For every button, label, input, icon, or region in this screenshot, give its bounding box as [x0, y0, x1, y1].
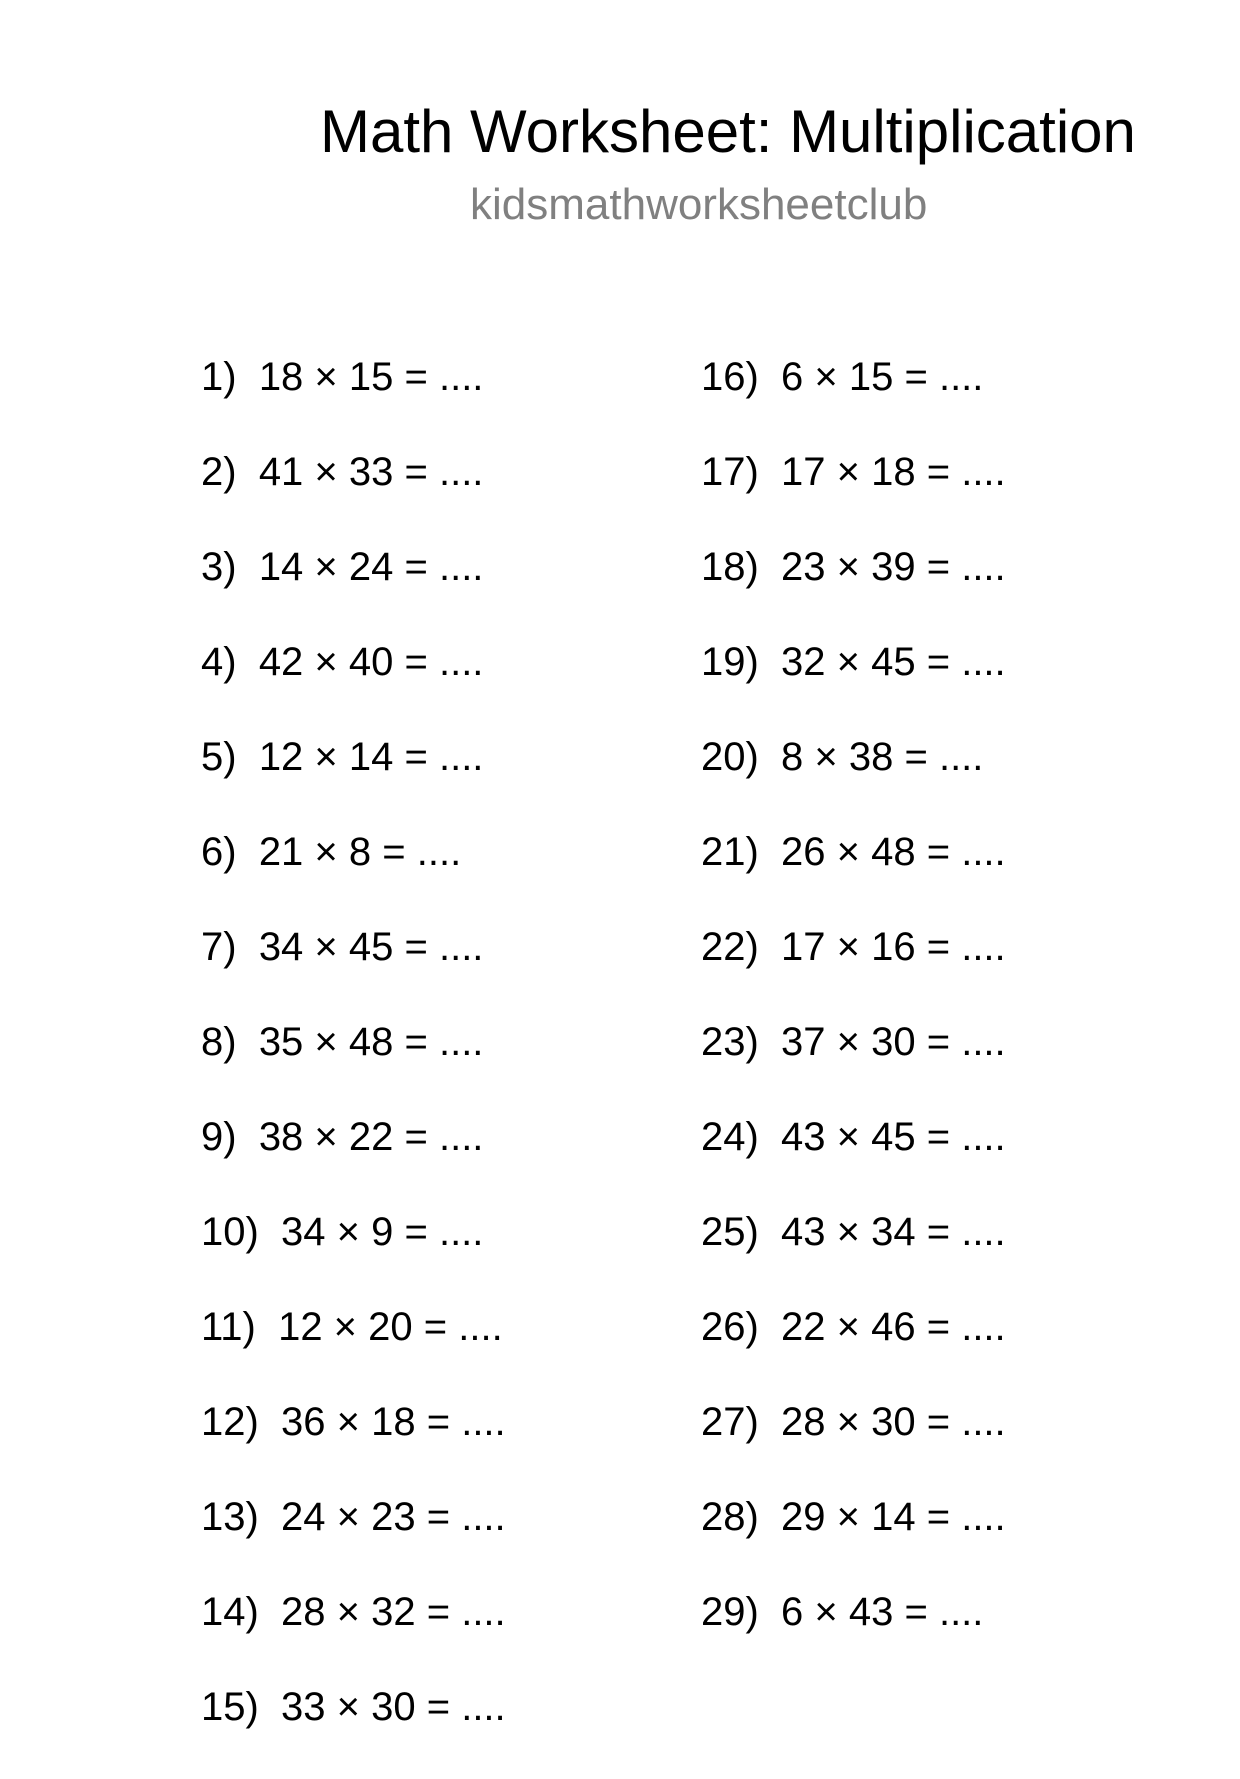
problem-expression: 26 × 48 = .... — [781, 830, 1006, 874]
problem-expression: 8 × 38 = .... — [781, 735, 984, 779]
problem-number: 13) — [201, 1495, 259, 1539]
problem-number: 20) — [701, 735, 759, 779]
problem-expression: 43 × 45 = .... — [781, 1115, 1006, 1159]
site-subtitle: kidsmathworksheetclub — [470, 180, 928, 229]
problem-expression: 18 × 15 = .... — [258, 355, 484, 399]
problem-item — [201, 1209, 506, 1304]
problem-item — [201, 1494, 506, 1589]
problem-item — [201, 354, 506, 449]
problem-item — [701, 1399, 1006, 1494]
problem-expression: 36 × 18 = .... — [281, 1400, 506, 1444]
problem-item — [201, 1684, 506, 1779]
problem-expression: 17 × 16 = .... — [781, 925, 1006, 969]
problem-number: 9) — [201, 1115, 237, 1159]
problem-item — [201, 829, 506, 924]
problem-expression: 22 × 46 = .... — [781, 1305, 1006, 1349]
problem-item — [701, 924, 1006, 1019]
problem-item — [201, 1019, 506, 1114]
problem-expression: 28 × 32 = .... — [281, 1590, 506, 1634]
problem-number: 1) — [201, 355, 237, 399]
problem-item — [701, 1589, 1006, 1684]
problem-number: 7) — [201, 925, 237, 969]
problem-expression: 21 × 8 = .... — [258, 830, 462, 874]
problem-number: 4) — [201, 640, 237, 684]
problem-expression: 34 × 9 = .... — [281, 1210, 484, 1254]
problem-item — [201, 449, 506, 544]
problem-column-right — [701, 354, 1006, 1684]
problem-expression: 37 × 30 = .... — [781, 1020, 1006, 1064]
problem-number: 10) — [201, 1210, 259, 1254]
problem-expression: 32 × 45 = .... — [781, 640, 1006, 684]
problem-expression: 38 × 22 = .... — [258, 1115, 484, 1159]
problem-item — [201, 924, 506, 1019]
problem-number: 14) — [201, 1590, 259, 1634]
problem-expression: 17 × 18 = .... — [781, 450, 1006, 494]
problem-expression: 34 × 45 = .... — [258, 925, 484, 969]
problem-number: 24) — [701, 1115, 759, 1159]
problem-number: 19) — [701, 640, 759, 684]
problem-number: 17) — [701, 450, 759, 494]
problem-item — [201, 1399, 506, 1494]
problem-item — [701, 1494, 1006, 1589]
problem-expression: 28 × 30 = .... — [781, 1400, 1006, 1444]
problem-expression: 35 × 48 = .... — [258, 1020, 484, 1064]
problem-expression: 14 × 24 = .... — [258, 545, 484, 589]
problem-number: 21) — [701, 830, 759, 874]
problem-item — [701, 639, 1006, 734]
problem-item — [701, 829, 1006, 924]
problem-expression: 24 × 23 = .... — [281, 1495, 506, 1539]
problem-number: 3) — [201, 545, 237, 589]
problem-expression: 12 × 20 = .... — [278, 1305, 503, 1349]
problem-expression: 42 × 40 = .... — [258, 640, 484, 684]
page-title: Math Worksheet: Multiplication — [320, 98, 1136, 165]
problem-item — [201, 734, 506, 829]
problem-number: 22) — [701, 925, 759, 969]
problem-item — [201, 1114, 506, 1209]
problem-expression: 33 × 30 = .... — [281, 1685, 506, 1729]
problem-item — [201, 639, 506, 734]
problem-number: 28) — [701, 1495, 759, 1539]
problem-item — [701, 449, 1006, 544]
problem-expression: 41 × 33 = .... — [258, 450, 484, 494]
problem-number: 2) — [201, 450, 237, 494]
problem-item — [701, 734, 1006, 829]
problem-expression: 23 × 39 = .... — [781, 545, 1006, 589]
problem-expression: 6 × 15 = .... — [781, 355, 984, 399]
problem-item — [201, 1589, 506, 1684]
problem-item — [701, 354, 1006, 449]
problem-number: 26) — [701, 1305, 759, 1349]
problem-number: 25) — [701, 1210, 759, 1254]
problem-number: 27) — [701, 1400, 759, 1444]
problem-item — [701, 1304, 1006, 1399]
problem-number: 6) — [201, 830, 237, 874]
problem-item — [701, 1209, 1006, 1304]
problem-number: 15) — [201, 1685, 259, 1729]
problem-column-left — [201, 354, 506, 1779]
problem-expression: 43 × 34 = .... — [781, 1210, 1006, 1254]
problem-item — [701, 544, 1006, 639]
problem-number: 23) — [701, 1020, 759, 1064]
problem-item — [201, 1304, 506, 1399]
problem-number: 8) — [201, 1020, 237, 1064]
problem-item — [701, 1114, 1006, 1209]
problem-number: 11) — [201, 1305, 256, 1349]
problem-number: 29) — [701, 1590, 759, 1634]
problem-number: 12) — [201, 1400, 259, 1444]
problem-number: 16) — [701, 355, 759, 399]
problem-item — [201, 544, 506, 639]
problem-expression: 12 × 14 = .... — [258, 735, 484, 779]
problem-expression: 29 × 14 = .... — [781, 1495, 1006, 1539]
problem-number: 18) — [701, 545, 759, 589]
problem-item — [701, 1019, 1006, 1114]
problem-expression: 6 × 43 = .... — [781, 1590, 984, 1634]
problem-number: 5) — [201, 735, 237, 779]
